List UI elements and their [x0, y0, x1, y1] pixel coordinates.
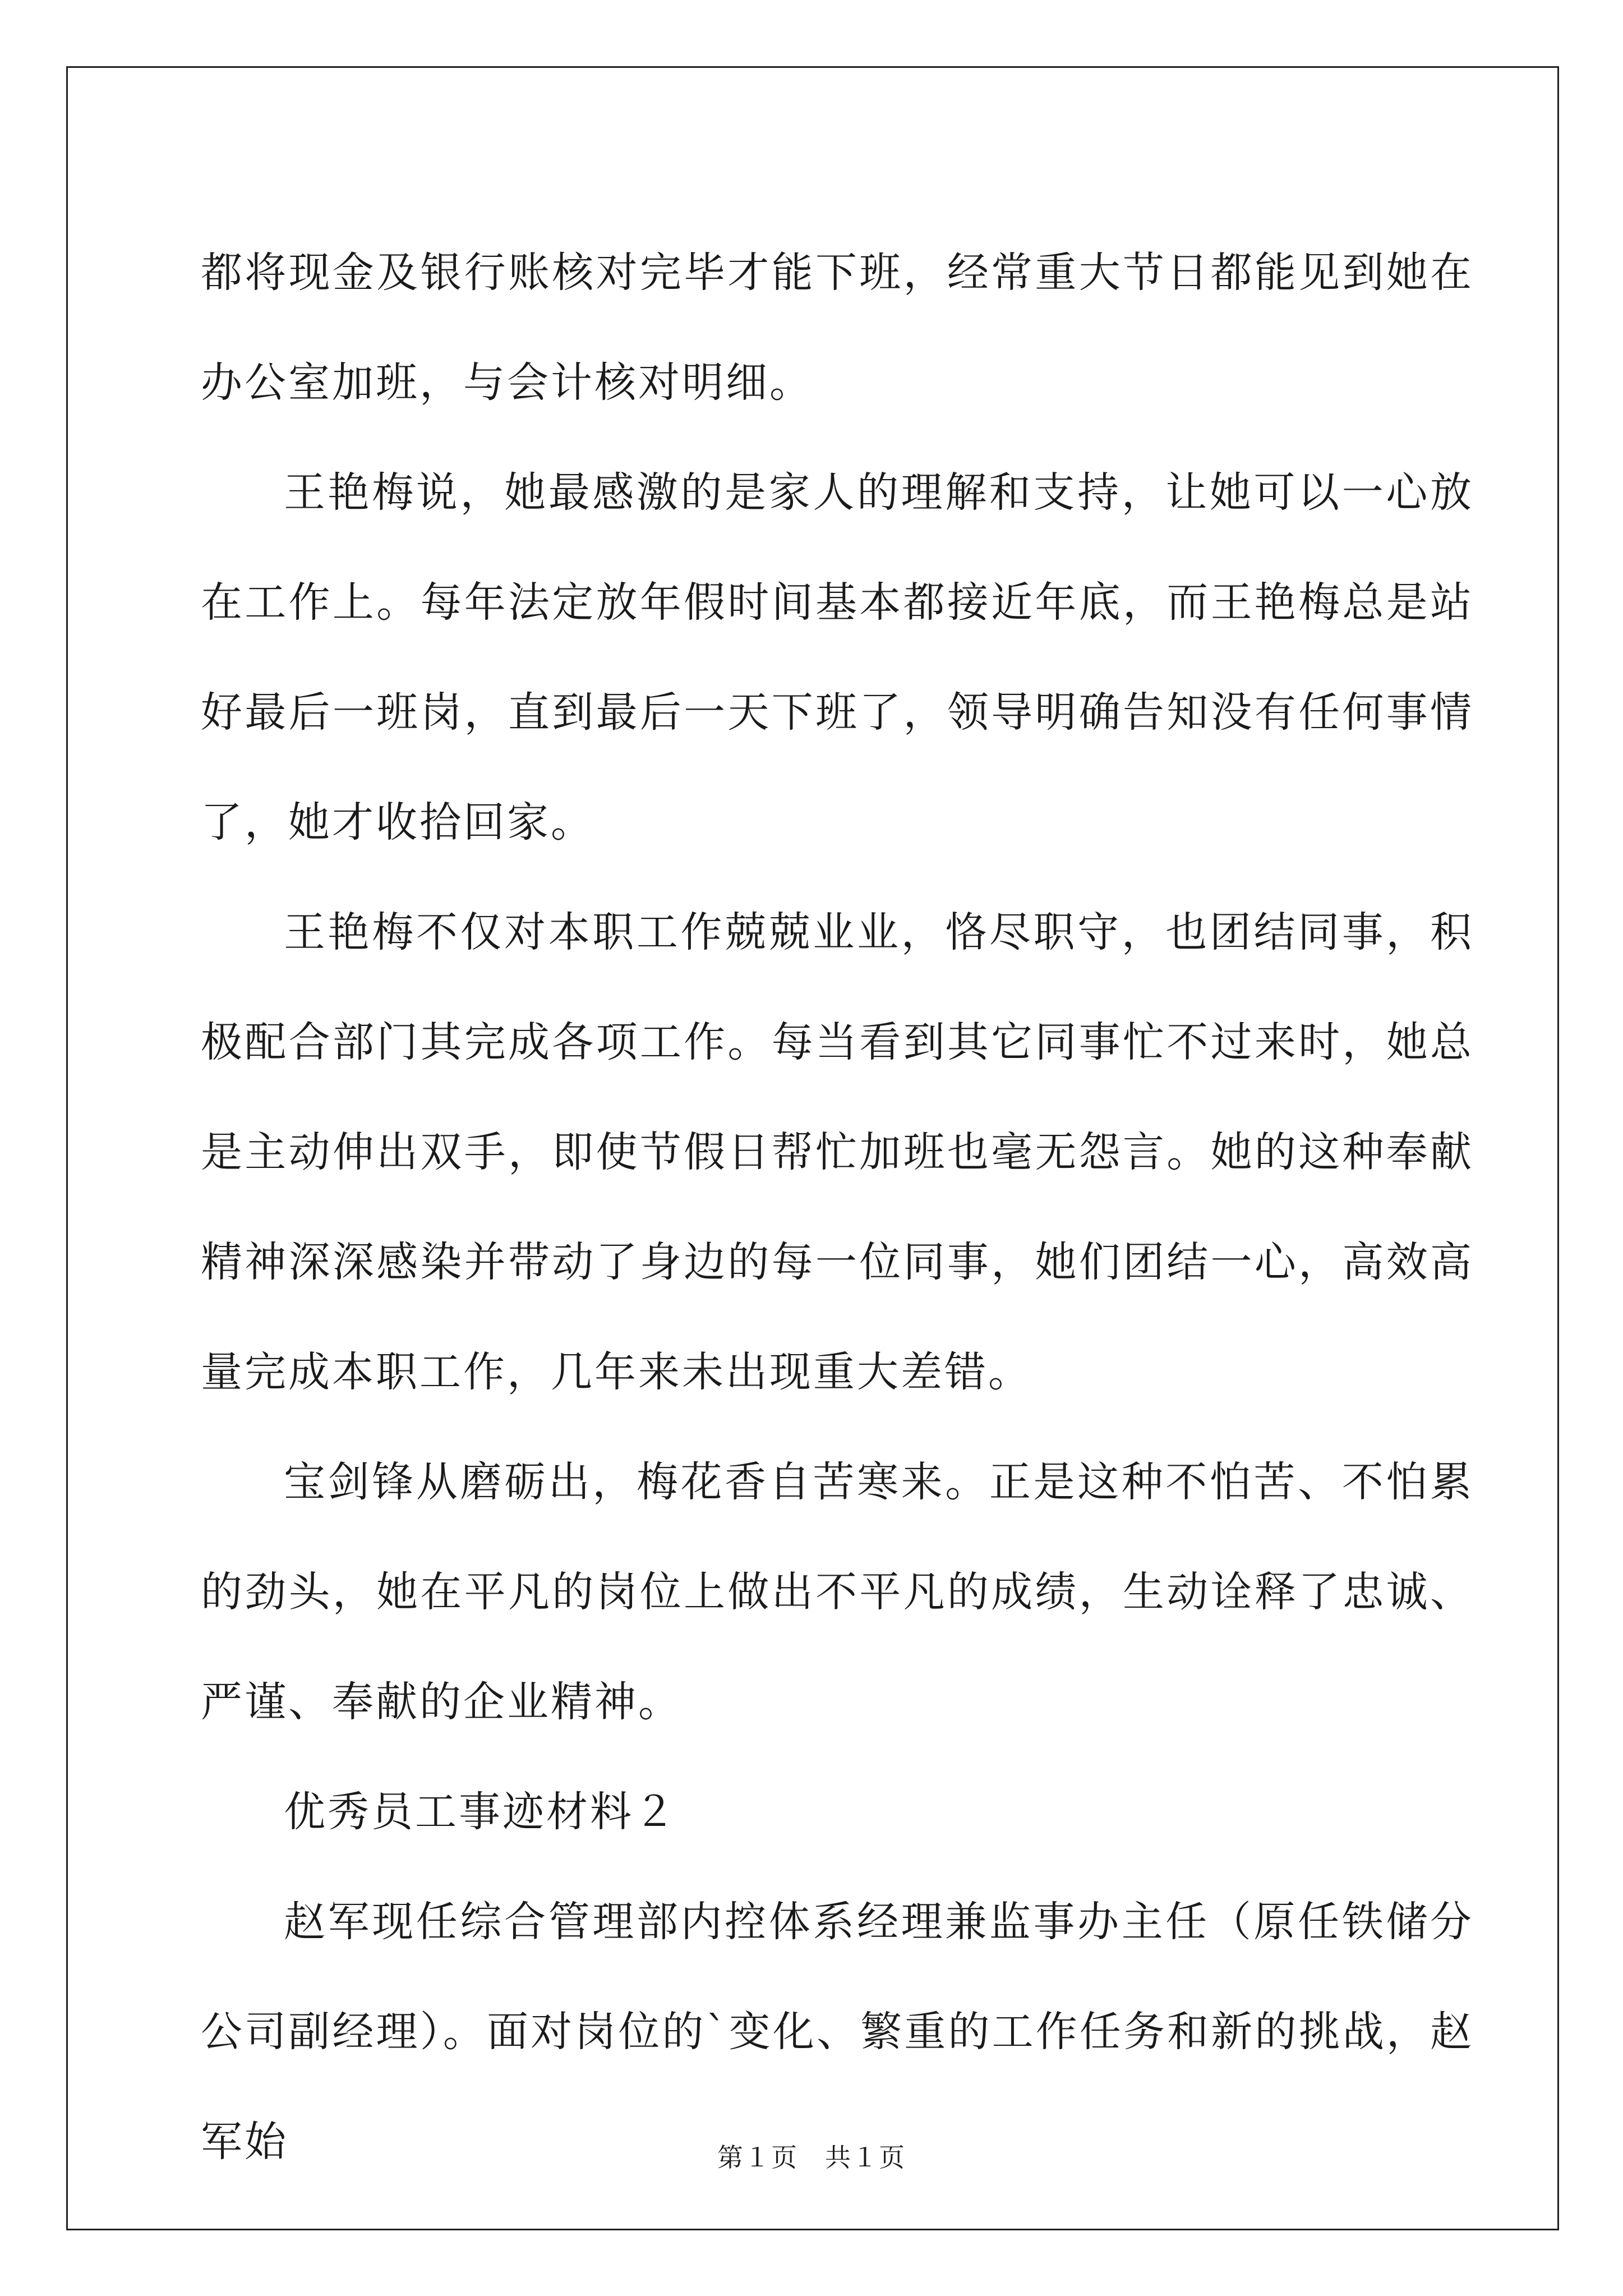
section-heading: 优秀员工事迹材料２: [284, 1788, 677, 1836]
paragraph-continued: 都将现金及银行账核对完毕才能下班，经常重大节日都能见到她在办公室加班，与会计核对明细。: [201, 249, 1474, 407]
page-footer: 第１页 共１页: [717, 2142, 906, 2173]
paragraph: 王艳梅不仅对本职工作兢兢业业，恪尽职守，也团结同事，积极配合部门其完成各项工作。每当看到其它同事忙不过来时，她总是主动伸出双手，即使节假日帮忙加班也毫无怨言。她的这种奉献精神深深感染并带动了身边的每一位同事，她们团结一心，高效高量完成本职工作，几年来未出现重大差错。: [201, 908, 1474, 1396]
paragraph: 宝剑锋从磨砺出，梅花香自苦寒来。正是这种不怕苦、不怕累的劲头，她在平凡的岗位上做出不平凡的成绩，生动诠释了忠诚、严谨、奉献的企业精神。: [201, 1458, 1474, 1726]
paragraph: 赵军现任综合管理部内控体系经理兼监事办主任（原任铁储分公司副经理）。面对岗位的`变化、繁重的工作任务和新的挑战，赵军始: [201, 1898, 1474, 2166]
paragraph: 王艳梅说，她最感激的是家人的理解和支持，让她可以一心放在工作上。每年法定放年假时间基本都接近年底，而王艳梅总是站好最后一班岗，直到最后一天下班了，领导明确告知没有任何事情了，她才收拾回家。: [201, 468, 1474, 846]
document-body: [201, 218, 1474, 2197]
